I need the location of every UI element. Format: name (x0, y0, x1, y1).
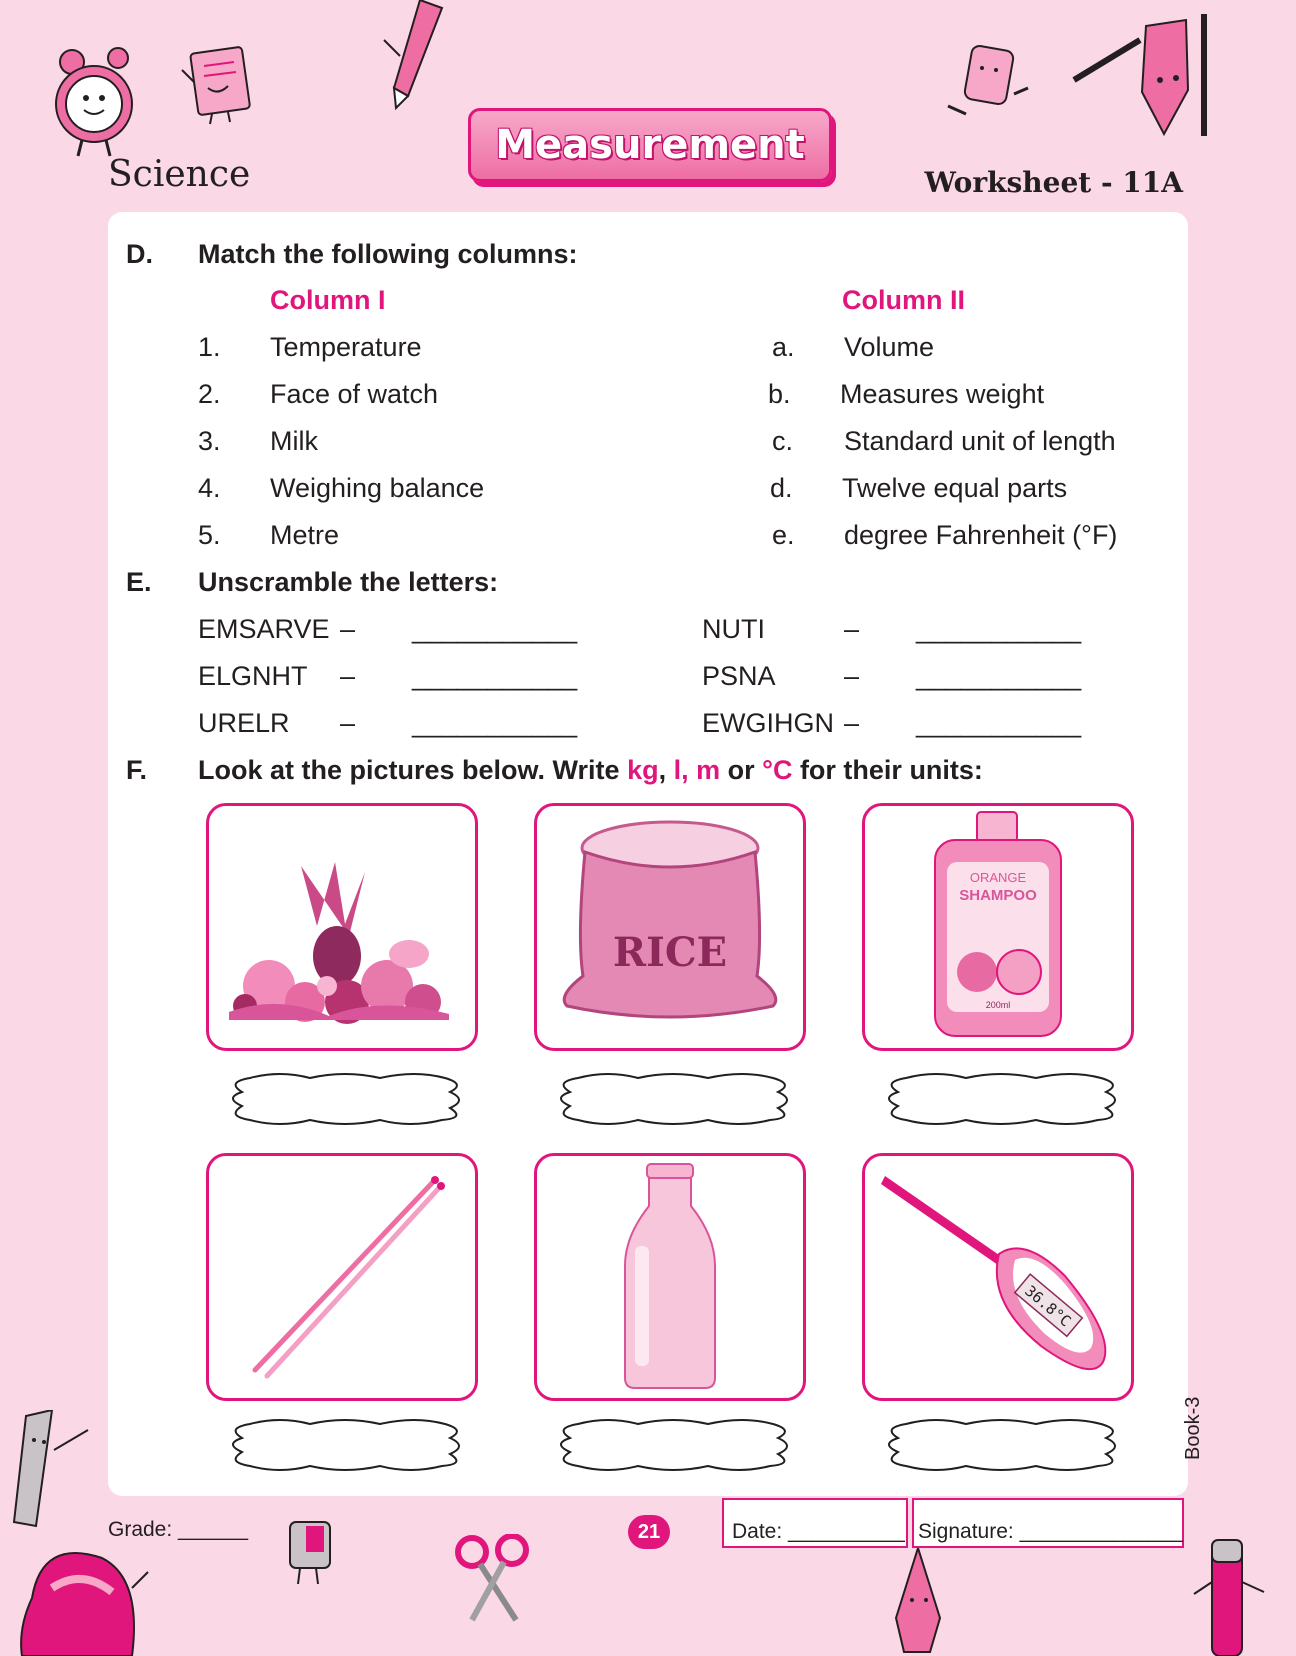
rice-sack-icon (537, 806, 803, 1048)
section-e-letter: E. (126, 567, 152, 597)
thermometer-reading: 36.8°C (1021, 1281, 1075, 1331)
column-2-item: degree Fahrenheit (°F) (844, 520, 1118, 550)
unit-kg: kg (627, 755, 659, 785)
rice-label: RICE (612, 929, 728, 976)
grade-field[interactable]: Grade: ______ (108, 1518, 249, 1541)
heading-text: Look at the pictures below. Write (198, 755, 628, 785)
page-title: Measurement (468, 108, 832, 182)
answer-cloud[interactable] (548, 1068, 798, 1130)
column-1-item: Temperature (270, 332, 422, 362)
heading-or: or (720, 755, 763, 785)
answer-cloud[interactable] (876, 1068, 1126, 1130)
fruits-icon (209, 806, 475, 1048)
dash: – (844, 614, 860, 644)
scrambled-word: EWGIHGN (702, 708, 834, 738)
shampoo-label-1: ORANGE (969, 870, 1027, 885)
dash: – (340, 661, 356, 691)
book-label: Book-3 (1182, 1396, 1204, 1460)
ruler-mascot-icon (8, 1410, 92, 1530)
column-1-header: Column I (270, 285, 386, 315)
column-1-number: 5. (198, 520, 221, 550)
pen-mascot-icon (1190, 1530, 1270, 1656)
scrambled-word: ELGNHT (198, 661, 308, 691)
section-e-heading: Unscramble the letters: (198, 567, 499, 597)
milk-bottle-icon (537, 1156, 803, 1398)
heading-comma: , (658, 755, 667, 785)
unit-celsius: °C (762, 755, 793, 785)
section-f-letter: F. (126, 755, 148, 785)
heading-text-end: for their units: (792, 755, 983, 785)
unit-l-m: l, m (673, 755, 721, 785)
scrambled-word: EMSARVE (198, 614, 330, 644)
column-1-number: 1. (198, 332, 221, 362)
pencil-mascot-icon (380, 0, 450, 110)
column-2-letter: d. (770, 473, 793, 503)
dash: – (340, 614, 356, 644)
column-2-letter: a. (772, 332, 795, 362)
answer-blank[interactable]: ___________ (916, 661, 1082, 691)
column-2-letter: e. (772, 520, 795, 550)
dash: – (844, 661, 860, 691)
column-1-item: Weighing balance (270, 473, 485, 503)
answer-cloud[interactable] (876, 1414, 1126, 1476)
answer-cloud[interactable] (220, 1414, 470, 1476)
shampoo-bottle-icon (865, 806, 1131, 1048)
shampoo-volume: 200ml (985, 1000, 1011, 1010)
picture-fruits (206, 803, 478, 1051)
page-number: 21 (628, 1515, 670, 1549)
column-2-letter: c. (772, 426, 794, 456)
picture-thermometer (862, 1153, 1134, 1401)
section-f-heading (198, 755, 983, 786)
column-1-item: Metre (270, 520, 340, 550)
sharpener-mascot-icon (282, 1518, 346, 1586)
column-2-letter: b. (768, 379, 791, 409)
column-1-item: Milk (270, 426, 318, 456)
scrambled-word: NUTI (702, 614, 765, 644)
scrambled-word: URELR (198, 708, 290, 738)
answer-blank[interactable]: ___________ (412, 708, 578, 738)
column-2-item: Standard unit of length (844, 426, 1116, 456)
compass-pencil-mascot-icon (1070, 10, 1220, 140)
answer-cloud[interactable] (220, 1068, 470, 1130)
signature-field[interactable]: Signature: ______________ (918, 1520, 1184, 1543)
shampoo-label-2: SHAMPOO (959, 887, 1037, 904)
picture-milk-bottle (534, 1153, 806, 1401)
dash: – (844, 708, 860, 738)
column-2-item: Measures weight (840, 379, 1045, 409)
scissors-icon (454, 1534, 534, 1624)
scrambled-word: PSNA (702, 661, 776, 691)
answer-blank[interactable]: ___________ (412, 661, 578, 691)
pencil-case-mascot-icon (12, 1528, 152, 1656)
worksheet-label: Worksheet - 11A (924, 166, 1183, 199)
column-1-number: 2. (198, 379, 221, 409)
date-box[interactable] (722, 1498, 908, 1548)
column-2-item: Volume (844, 332, 935, 362)
subject-label: Science (108, 154, 251, 195)
picture-shampoo (862, 803, 1134, 1051)
knitting-needles-icon (209, 1156, 475, 1398)
date-field[interactable]: Date: __________ (732, 1520, 905, 1543)
alarm-clock-mascot-icon (52, 44, 146, 162)
column-1-number: 3. (198, 426, 221, 456)
picture-rice-sack (534, 803, 806, 1051)
column-2-item: Twelve equal parts (842, 473, 1068, 503)
answer-blank[interactable]: ___________ (412, 614, 578, 644)
picture-knitting-needles (206, 1153, 478, 1401)
answer-blank[interactable]: ___________ (916, 708, 1082, 738)
notebook-mascot-icon (176, 44, 264, 126)
column-1-number: 4. (198, 473, 221, 503)
eraser-mascot-icon (944, 44, 1034, 120)
answer-blank[interactable]: ___________ (916, 614, 1082, 644)
crayon-mascot-icon (880, 1548, 960, 1654)
digital-thermometer-icon (865, 1156, 1131, 1398)
dash: – (340, 708, 356, 738)
signature-box[interactable] (912, 1498, 1184, 1548)
answer-cloud[interactable] (548, 1414, 798, 1476)
section-d-heading: Match the following columns: (198, 239, 578, 269)
column-2-header: Column II (842, 285, 965, 315)
section-d-letter: D. (126, 239, 153, 269)
column-1-item: Face of watch (270, 379, 439, 409)
